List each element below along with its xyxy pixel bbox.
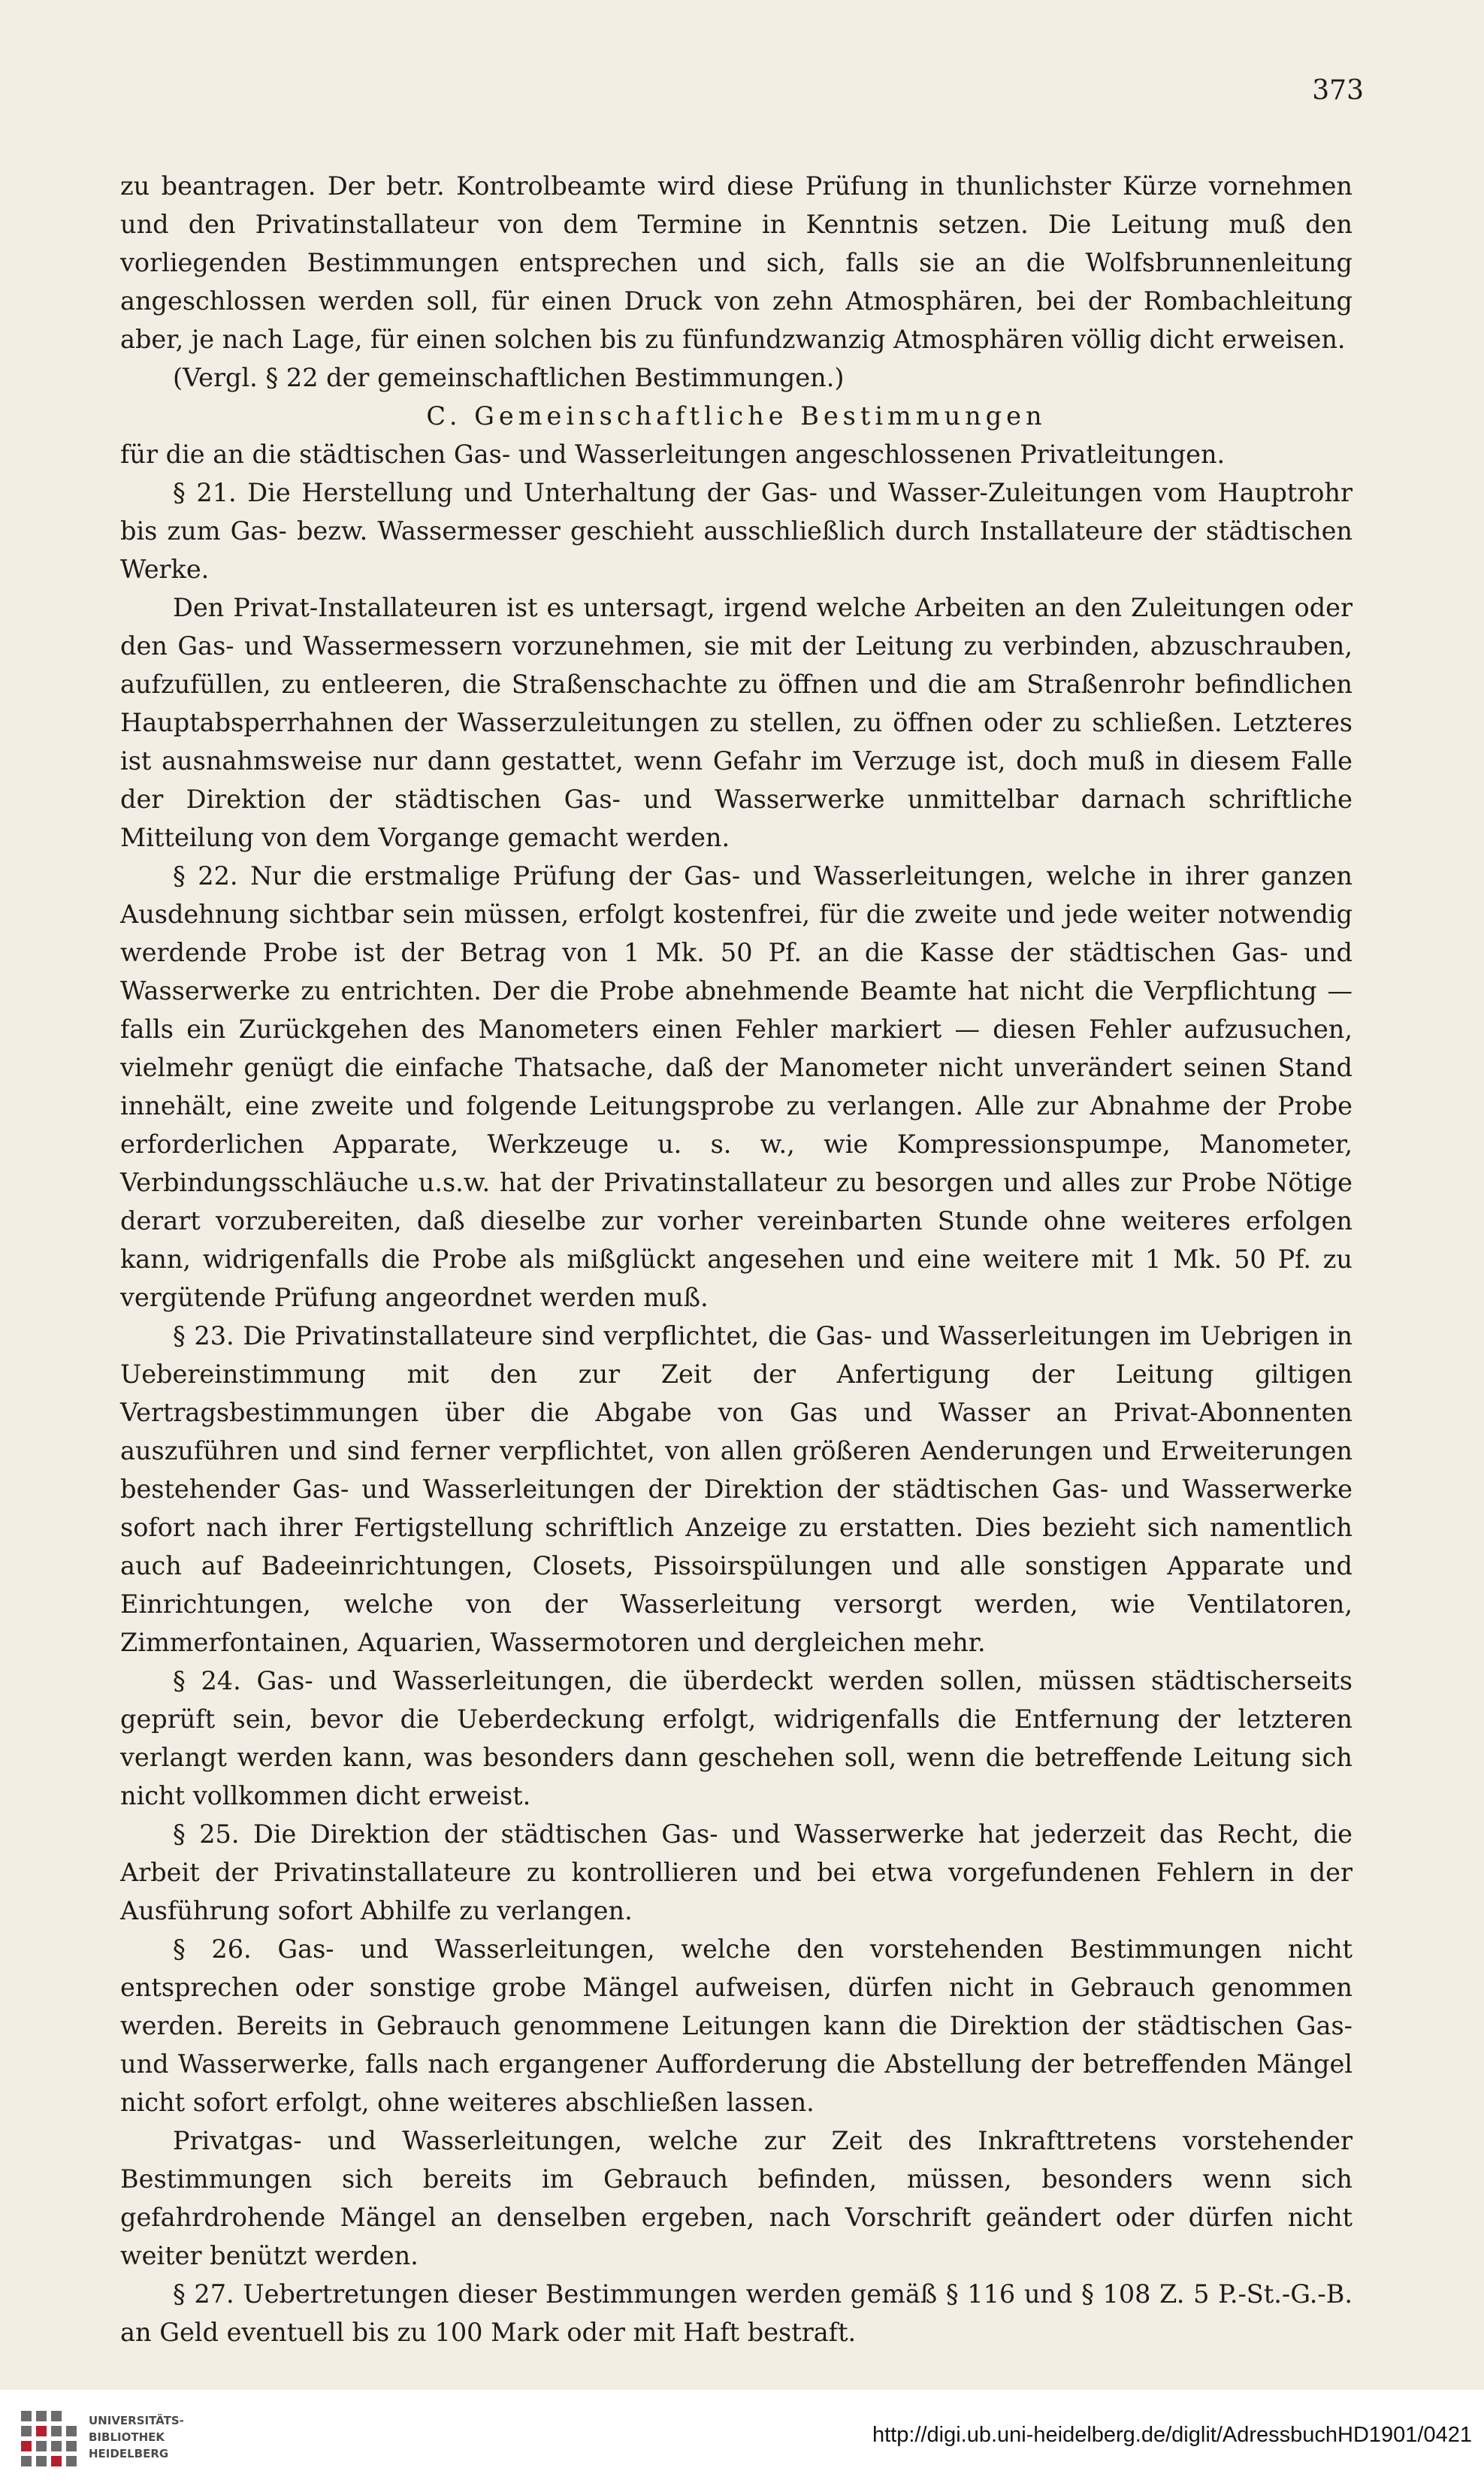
paragraph-section-23: § 23. Die Privatinstallateure sind verpflichtet, die Gas- und Wasserleitungen im Uebrigen in Uebereinstimmung mit den zur Zeit der Anfertigung der Leitung giltigen Vertragsbestimmungen über die Abgabe von Gas und Wasser an Privat-Abonnenten auszuführen und sind ferner verpflichtet, von allen größeren Aenderungen und Erweiterungen bestehender Gas- und Wasserleitungen der Direktion der städtischen Gas- und Wasserwerke sofort nach ihrer Fertigstellung schriftlich Anzeige zu erstatten. Dies bezieht sich namentlich auch auf Badeeinrichtungen, Closets, Pissoirspülungen und alle sonstigen Apparate und Einrichtungen, welche von der Wasserleitung versorgt werden, wie Ventilatoren, Zimmerfontainen, Aquarien, Wassermotoren und dergleichen mehr. [120, 1321, 1353, 1657]
logo-line: UNIVERSITÄTS- [89, 2414, 184, 2427]
footer-bar [0, 2390, 1484, 2489]
document-body [120, 167, 1353, 2351]
paragraph-section-21: § 21. Die Herstellung und Unterhaltung der Gas- und Wasser-Zuleitungen vom Hauptrohr bis zum Gas- bezw. Wassermesser geschieht ausschließlich durch Installateure der städtischen Werke. [120, 478, 1353, 584]
logo-line: HEIDELBERG [89, 2447, 169, 2460]
library-logo-text [89, 2412, 254, 2462]
paragraph: zu beantragen. Der betr. Kontrolbeamte wird diese Prüfung in thunlichster Kürze vornehmen und den Privatinstallateur von dem Termine in Kenntnis setzen. Die Leitung muß den vorliegenden Bestimmungen entsprechen und sich, falls sie an die Wolfsbrunnenleitung angeschlossen werden soll, für einen Druck von zehn Atmosphären, bei der Rombachleitung aber, je nach Lage, für einen solchen bis zu fünfundzwanzig Atmosphären völlig dicht erweisen. [120, 171, 1353, 354]
section-heading: C. Gemeinschaftliche Bestimmungen [426, 401, 1047, 431]
paragraph: Den Privat-Installateuren ist es untersagt, irgend welche Arbeiten an den Zuleitungen oder den Gas- und Wassermessern vorzunehmen, sie mit der Leitung zu verbinden, abzuschrauben, aufzufüllen, zu entleeren, die Straßenschachte zu öffnen und die am Straßenrohr befindlichen Hauptabsperrhahnen der Wasserzuleitungen zu stellen, zu öffnen oder zu schließen. Letzteres ist ausnahmsweise nur dann gestattet, wenn Gefahr im Verzuge ist, doch muß in diesem Falle der Direktion der städtischen Gas- und Wasserwerke unmittelbar darnach schriftliche Mitteilung von dem Vorgange gemacht werden. [120, 593, 1353, 852]
paragraph-section-22: § 22. Nur die erstmalige Prüfung der Gas- und Wasserleitungen, welche in ihrer ganzen Ausdehnung sichtbar sein müssen, erfolgt kostenfrei, für die zweite und jede weiter notwendig werdende Probe ist der Betrag von 1 Mk. 50 Pf. an die Kasse der städtischen Gas- und Wasserwerke zu entrichten. Der die Probe abnehmende Beamte hat nicht die Verpflichtung — falls ein Zurückgehen des Manometers einen Fehler markiert — diesen Fehler aufzusuchen, vielmehr genügt die einfache Thatsache, daß der Manometer nicht unverändert seinen Stand innehält, eine zweite und folgende Leitungsprobe zu verlangen. Alle zur Abnahme der Probe erforderlichen Apparate, Werkzeuge u. s. w., wie Kompressionspumpe, Manometer, Verbindungsschläuche u.s.w. hat der Privatinstallateur zu besorgen und alles zur Probe Nötige derart vorzubereiten, daß dieselbe zur vorher vereinbarten Stunde ohne weiteres erfolgen kann, widrigenfalls die Probe als mißglückt angesehen und eine weitere mit 1 Mk. 50 Pf. zu vergütende Prüfung angeordnet werden muß. [120, 861, 1353, 1312]
section-subtitle: für die an die städtischen Gas- und Wasserleitungen angeschlossenen Privatleitungen. [120, 440, 1226, 469]
paragraph-section-27: § 27. Uebertretungen dieser Bestimmungen werden gemäß § 116 und § 108 Z. 5 P.-St.-G.-B. an Geld eventuell bis zu 100 Mark oder mit Haft bestraft. [120, 2279, 1353, 2347]
paragraph-section-25: § 25. Die Direktion der städtischen Gas- und Wasserwerke hat jederzeit das Recht, die Arbeit der Privatinstallateure zu kontrollieren und bei etwa vorgefundenen Fehlern in der Ausführung sofort Abhilfe zu verlangen. [120, 1819, 1353, 1925]
paragraph-section-24: § 24. Gas- und Wasserleitungen, die überdeckt werden sollen, müssen städtischerseits geprüft sein, bevor die Ueberdeckung erfolgt, widrigenfalls die Entfernung der letzteren verlangt werden kann, was besonders dann geschehen soll, wenn die betreffende Leitung sich nicht vollkommen dicht erweist. [120, 1666, 1353, 1810]
paragraph-reference: (Vergl. § 22 der gemeinschaftlichen Bestimmungen.) [173, 363, 845, 392]
library-logo-icon [18, 2408, 80, 2469]
paragraph: Privatgas- und Wasserleitungen, welche zur Zeit des Inkrafttretens vorstehender Bestimmungen sich bereits im Gebrauch befinden, müssen, besonders wenn sich gefahrdrohende Mängel an denselben ergeben, nach Vorschrift geändert oder dürfen nicht weiter benützt werden. [120, 2126, 1353, 2270]
paragraph-section-26: § 26. Gas- und Wasserleitungen, welche den vorstehenden Bestimmungen nicht entsprechen oder sonstige grobe Mängel aufweisen, dürfen nicht in Gebrauch genommen werden. Bereits in Gebrauch genommene Leitungen kann die Direktion der städtischen Gas- und Wasserwerke, falls nach ergangener Aufforderung die Abstellung der betreffenden Mängel nicht sofort erfolgt, ohne weiteres abschließen lassen. [120, 1934, 1353, 2117]
logo-line: BIBLIOTHEK [89, 2430, 165, 2444]
source-url-link[interactable]: http://digi.ub.uni-heidelberg.de/diglit/AdressbuchHD1901/0421 [872, 2423, 1472, 2447]
page-number: 373 [1312, 75, 1364, 106]
